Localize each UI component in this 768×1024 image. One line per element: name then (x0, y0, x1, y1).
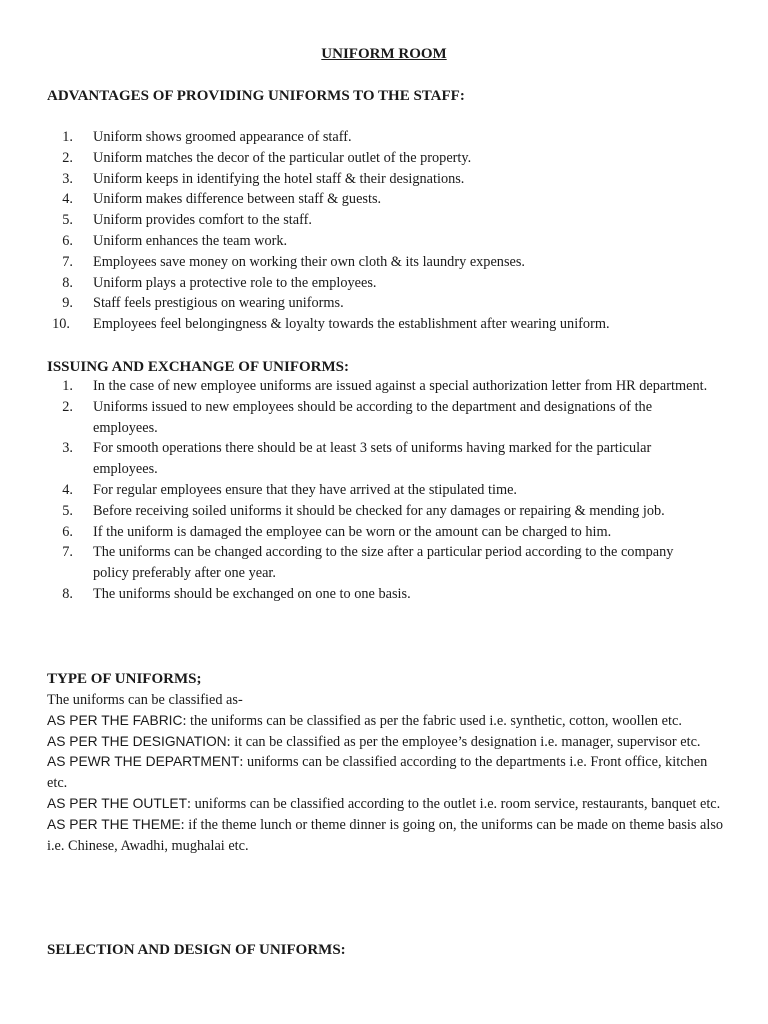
item-text: Uniform keeps in identifying the hotel staff & their designations. (93, 170, 465, 187)
list-item (0, 169, 768, 190)
list-item (0, 542, 768, 584)
type-text: : if the theme lunch or theme dinner is going on, the uniforms can be made on theme basis also i.e. Chinese, Awadhi, mughalai etc. (47, 816, 724, 854)
type-label: AS PER THE FABRIC (47, 712, 183, 728)
type-entry (47, 752, 727, 794)
item-number: 1. (62, 378, 73, 394)
list-item (0, 438, 768, 480)
item-number: 5. (62, 212, 73, 229)
type-entry (47, 732, 727, 753)
type-label: AS PER THE DESIGNATION (47, 733, 227, 749)
item-text: For smooth operations there should be at least 3 sets of uniforms having marked for the particular employees. (93, 440, 652, 478)
type-text: : it can be classified as per the employee’s designation i.e. manager, supervisor etc. (226, 733, 701, 750)
item-number: 3. (62, 170, 73, 187)
item-text: Uniform provides comfort to the staff. (93, 212, 312, 229)
item-number: 8. (62, 585, 73, 602)
item-text: Uniform enhances the team work. (93, 232, 288, 249)
item-text: Uniform plays a protective role to the employees. (93, 274, 377, 291)
item-text: In the case of new employee uniforms are issued against a special authorization letter from HR department. (93, 378, 708, 394)
list-item (0, 314, 768, 335)
type-entry (47, 815, 727, 857)
item-text: The uniforms can be changed according to the size after a particular period according to the company policy preferably after one year. (93, 544, 674, 582)
type-label: AS PEWR THE DEPARTMENT (47, 754, 240, 770)
item-text: For regular employees ensure that they have arrived at the stipulated time. (93, 481, 517, 498)
type-text: : the uniforms can be classified as per the fabric used i.e. synthetic, cotton, woollen etc. (182, 712, 682, 729)
types-heading: TYPE OF UNIFORMS; (47, 671, 202, 687)
issuing-heading: ISSUING AND EXCHANGE OF UNIFORMS: (47, 359, 349, 375)
item-number: 6. (62, 232, 73, 249)
list-item (0, 480, 768, 501)
list-item (0, 273, 768, 294)
advantages-heading: ADVANTAGES OF PROVIDING UNIFORMS TO THE STAFF: (47, 88, 465, 104)
item-text: Staff feels prestigious on wearing uniforms. (93, 295, 344, 312)
item-text: Uniform shows groomed appearance of staff. (93, 129, 352, 145)
item-number: 2. (62, 149, 73, 166)
item-number: 4. (62, 481, 73, 498)
list-item (0, 148, 768, 169)
list-item (0, 127, 768, 148)
item-text: The uniforms should be exchanged on one to one basis. (93, 585, 411, 602)
type-entry (47, 711, 727, 732)
list-item (0, 252, 768, 273)
item-number: 7. (62, 253, 73, 270)
type-text: : uniforms can be classified according to the outlet i.e. room service, restaurants, banquet etc. (187, 795, 721, 812)
item-text: Uniforms issued to new employees should be according to the department and designations of the employees. (93, 398, 653, 436)
type-entry (47, 794, 727, 815)
item-number: 3. (62, 440, 73, 457)
item-text: Uniform matches the decor of the particular outlet of the property. (93, 149, 472, 166)
types-intro: The uniforms can be classified as- (47, 692, 243, 708)
item-number: 6. (62, 523, 73, 540)
item-number: 2. (62, 398, 73, 415)
item-number: 1. (62, 129, 73, 145)
item-text: Uniform makes difference between staff & guests. (93, 191, 382, 208)
document-title: UNIFORM ROOM (321, 46, 447, 62)
list-item (0, 293, 768, 314)
item-text: Employees feel belongingness & loyalty towards the establishment after wearing uniform. (93, 316, 610, 333)
item-text: If the uniform is damaged the employee can be worn or the amount can be charged to him. (93, 523, 612, 540)
issuing-list (0, 376, 768, 605)
item-text: Before receiving soiled uniforms it should be checked for any damages or repairing & mending job. (93, 502, 665, 519)
list-item (0, 376, 768, 397)
advantages-list (0, 127, 768, 335)
item-number: 10. (52, 316, 70, 333)
type-label: AS PER THE OUTLET (47, 795, 188, 811)
list-item (0, 189, 768, 210)
list-item (0, 501, 768, 522)
list-item (0, 397, 768, 439)
type-label: AS PER THE THEME (47, 816, 181, 832)
item-number: 5. (62, 502, 73, 519)
type-text: : uniforms can be classified according to the departments i.e. Front office, kitchen etc. (47, 754, 708, 792)
item-number: 4. (62, 191, 73, 208)
list-item (0, 231, 768, 252)
list-item (0, 584, 768, 605)
list-item (0, 522, 768, 543)
types-body (47, 690, 727, 856)
item-number: 9. (62, 295, 73, 312)
selection-heading: SELECTION AND DESIGN OF UNIFORMS: (47, 942, 346, 958)
item-number: 8. (62, 274, 73, 291)
item-text: Employees save money on working their own cloth & its laundry expenses. (93, 253, 525, 270)
list-item (0, 210, 768, 231)
item-number: 7. (62, 544, 73, 561)
